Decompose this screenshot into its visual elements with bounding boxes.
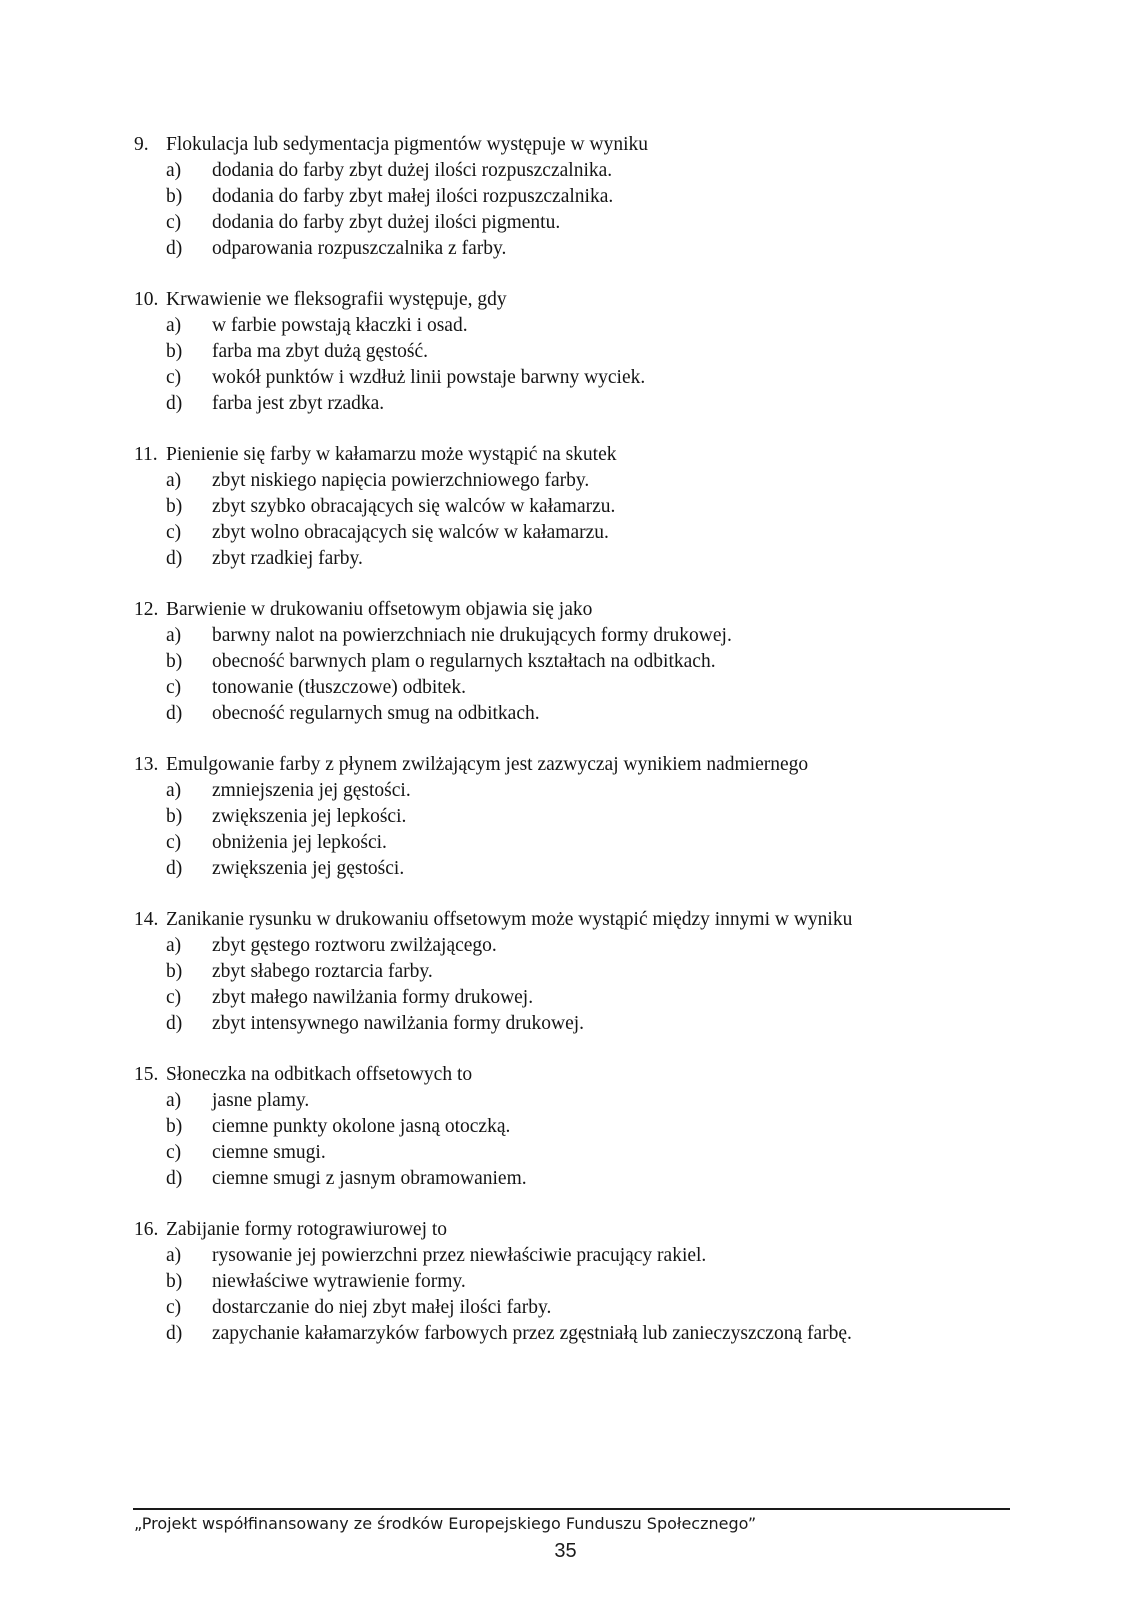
option-letter: a) — [166, 315, 182, 336]
question-text: Pienienie się farby w kałamarzu może wystąpić na skutek — [166, 444, 617, 465]
option-text: obecność regularnych smug na odbitkach. — [212, 703, 540, 724]
option-letter: c) — [166, 1297, 182, 1318]
option-c — [134, 365, 1014, 391]
option-letter: b) — [166, 1116, 183, 1137]
option-letter: a) — [166, 470, 182, 491]
option-text: farba jest zbyt rzadka. — [212, 393, 385, 414]
question-number: 10. — [134, 289, 159, 310]
question-text: Flokulacja lub sedymentacja pigmentów występuje w wyniku — [166, 134, 648, 155]
option-text: zmniejszenia jej gęstości. — [212, 780, 411, 801]
option-b — [134, 804, 1014, 830]
option-text: zbyt intensywnego nawilżania formy drukowej. — [212, 1013, 585, 1034]
option-b — [134, 1114, 1014, 1140]
option-text: odparowania rozpuszczalnika z farby. — [212, 238, 507, 259]
option-d — [134, 1011, 1014, 1037]
question-9 — [134, 132, 1014, 262]
question-15 — [134, 1062, 1014, 1192]
question-text: Zanikanie rysunku w drukowaniu offsetowym może wystąpić między innymi w wyniku — [166, 909, 853, 930]
option-text: tonowanie (tłuszczowe) odbitek. — [212, 677, 466, 698]
option-letter: a) — [166, 1090, 182, 1111]
option-b — [134, 1269, 1014, 1295]
option-text: barwny nalot na powierzchniach nie drukujących formy drukowej. — [212, 625, 732, 646]
option-letter: d) — [166, 393, 183, 414]
option-c — [134, 1140, 1014, 1166]
option-letter: c) — [166, 677, 182, 698]
question-number: 9. — [134, 134, 149, 155]
option-b — [134, 649, 1014, 675]
option-a — [134, 1243, 1014, 1269]
option-letter: d) — [166, 548, 183, 569]
question-stem — [134, 287, 1014, 313]
question-text: Zabijanie formy rotograwiurowej to — [166, 1219, 448, 1240]
question-text: Krwawienie we fleksografii występuje, gdy — [166, 289, 507, 310]
option-c — [134, 210, 1014, 236]
option-d — [134, 1166, 1014, 1192]
option-letter: b) — [166, 186, 183, 207]
option-a — [134, 313, 1014, 339]
question-10 — [134, 287, 1014, 417]
option-text: dodania do farby zbyt małej ilości rozpuszczalnika. — [212, 186, 614, 207]
option-text: dodania do farby zbyt dużej ilości pigmentu. — [212, 212, 561, 233]
question-16 — [134, 1217, 1014, 1347]
option-text: zbyt słabego roztarcia farby. — [212, 961, 433, 982]
option-text: zapychanie kałamarzyków farbowych przez zgęstniałą lub zanieczyszczoną farbę. — [212, 1323, 852, 1344]
option-c — [134, 675, 1014, 701]
option-d — [134, 701, 1014, 727]
option-letter: d) — [166, 858, 183, 879]
question-number: 14. — [134, 909, 159, 930]
option-c — [134, 985, 1014, 1011]
question-11 — [134, 442, 1014, 572]
question-text: Słoneczka na odbitkach offsetowych to — [166, 1064, 473, 1085]
question-number: 13. — [134, 754, 159, 775]
option-letter: d) — [166, 1013, 183, 1034]
option-letter: b) — [166, 806, 183, 827]
option-letter: d) — [166, 703, 183, 724]
option-letter: b) — [166, 496, 183, 517]
option-a — [134, 1088, 1014, 1114]
question-stem — [134, 752, 1014, 778]
question-13 — [134, 752, 1014, 882]
option-text: farba ma zbyt dużą gęstość. — [212, 341, 429, 362]
option-letter: b) — [166, 341, 183, 362]
option-c — [134, 830, 1014, 856]
option-text: obecność barwnych plam o regularnych kształtach na odbitkach. — [212, 651, 716, 672]
option-letter: c) — [166, 367, 182, 388]
question-list — [134, 132, 1014, 1372]
option-c — [134, 1295, 1014, 1321]
option-text: zbyt szybko obracających się walców w kałamarzu. — [212, 496, 616, 517]
option-text: dodania do farby zbyt dużej ilości rozpuszczalnika. — [212, 160, 613, 181]
option-a — [134, 158, 1014, 184]
option-text: zwiększenia jej gęstości. — [212, 858, 405, 879]
option-text: zwiększenia jej lepkości. — [212, 806, 407, 827]
option-text: dostarczanie do niej zbyt małej ilości farby. — [212, 1297, 552, 1318]
option-letter: a) — [166, 935, 182, 956]
option-d — [134, 546, 1014, 572]
question-text: Emulgowanie farby z płynem zwilżającym jest zazwyczaj wynikiem nadmiernego — [166, 754, 809, 775]
option-c — [134, 520, 1014, 546]
option-letter: a) — [166, 625, 182, 646]
option-letter: c) — [166, 1142, 182, 1163]
option-a — [134, 778, 1014, 804]
option-letter: b) — [166, 961, 183, 982]
option-text: ciemne smugi z jasnym obramowaniem. — [212, 1168, 527, 1189]
option-letter: c) — [166, 212, 182, 233]
question-text: Barwienie w drukowaniu offsetowym objawia się jako — [166, 599, 593, 620]
option-letter: d) — [166, 1323, 183, 1344]
option-b — [134, 959, 1014, 985]
option-d — [134, 236, 1014, 262]
question-stem — [134, 132, 1014, 158]
option-d — [134, 1321, 1014, 1347]
option-letter: a) — [166, 160, 182, 181]
option-text: obniżenia jej lepkości. — [212, 832, 387, 853]
question-number: 16. — [134, 1219, 159, 1240]
option-letter: d) — [166, 238, 183, 259]
option-b — [134, 184, 1014, 210]
option-d — [134, 391, 1014, 417]
question-stem — [134, 597, 1014, 623]
option-letter: b) — [166, 1271, 183, 1292]
option-d — [134, 856, 1014, 882]
option-text: wokół punktów i wzdłuż linii powstaje barwny wyciek. — [212, 367, 646, 388]
option-a — [134, 933, 1014, 959]
option-a — [134, 468, 1014, 494]
footer-divider — [133, 1508, 1010, 1510]
option-text: zbyt małego nawilżania formy drukowej. — [212, 987, 534, 1008]
page-number: 35 — [554, 1540, 577, 1562]
question-stem — [134, 1062, 1014, 1088]
question-stem — [134, 907, 1014, 933]
question-number: 15. — [134, 1064, 159, 1085]
option-text: ciemne smugi. — [212, 1142, 326, 1163]
option-text: jasne plamy. — [212, 1090, 310, 1111]
question-number: 12. — [134, 599, 159, 620]
option-letter: a) — [166, 1245, 182, 1266]
question-12 — [134, 597, 1014, 727]
option-text: ciemne punkty okolone jasną otoczką. — [212, 1116, 511, 1137]
option-text: rysowanie jej powierzchni przez niewłaściwie pracujący rakiel. — [212, 1245, 707, 1266]
question-stem — [134, 1217, 1014, 1243]
option-text: niewłaściwe wytrawienie formy. — [212, 1271, 466, 1292]
option-letter: c) — [166, 987, 182, 1008]
option-letter: b) — [166, 651, 183, 672]
option-text: zbyt wolno obracających się walców w kałamarzu. — [212, 522, 609, 543]
question-number: 11. — [134, 444, 158, 465]
question-stem — [134, 442, 1014, 468]
option-letter: d) — [166, 1168, 183, 1189]
option-text: zbyt rzadkiej farby. — [212, 548, 363, 569]
option-a — [134, 623, 1014, 649]
option-b — [134, 494, 1014, 520]
option-text: zbyt gęstego roztworu zwilżającego. — [212, 935, 497, 956]
option-text: w farbie powstają kłaczki i osad. — [212, 315, 468, 336]
option-letter: c) — [166, 832, 182, 853]
option-text: zbyt niskiego napięcia powierzchniowego farby. — [212, 470, 590, 491]
question-14 — [134, 907, 1014, 1037]
option-b — [134, 339, 1014, 365]
option-letter: a) — [166, 780, 182, 801]
footer-funding-note: „Projekt współfinansowany ze środków Europejskiego Funduszu Społecznego” — [134, 1514, 757, 1533]
option-letter: c) — [166, 522, 182, 543]
